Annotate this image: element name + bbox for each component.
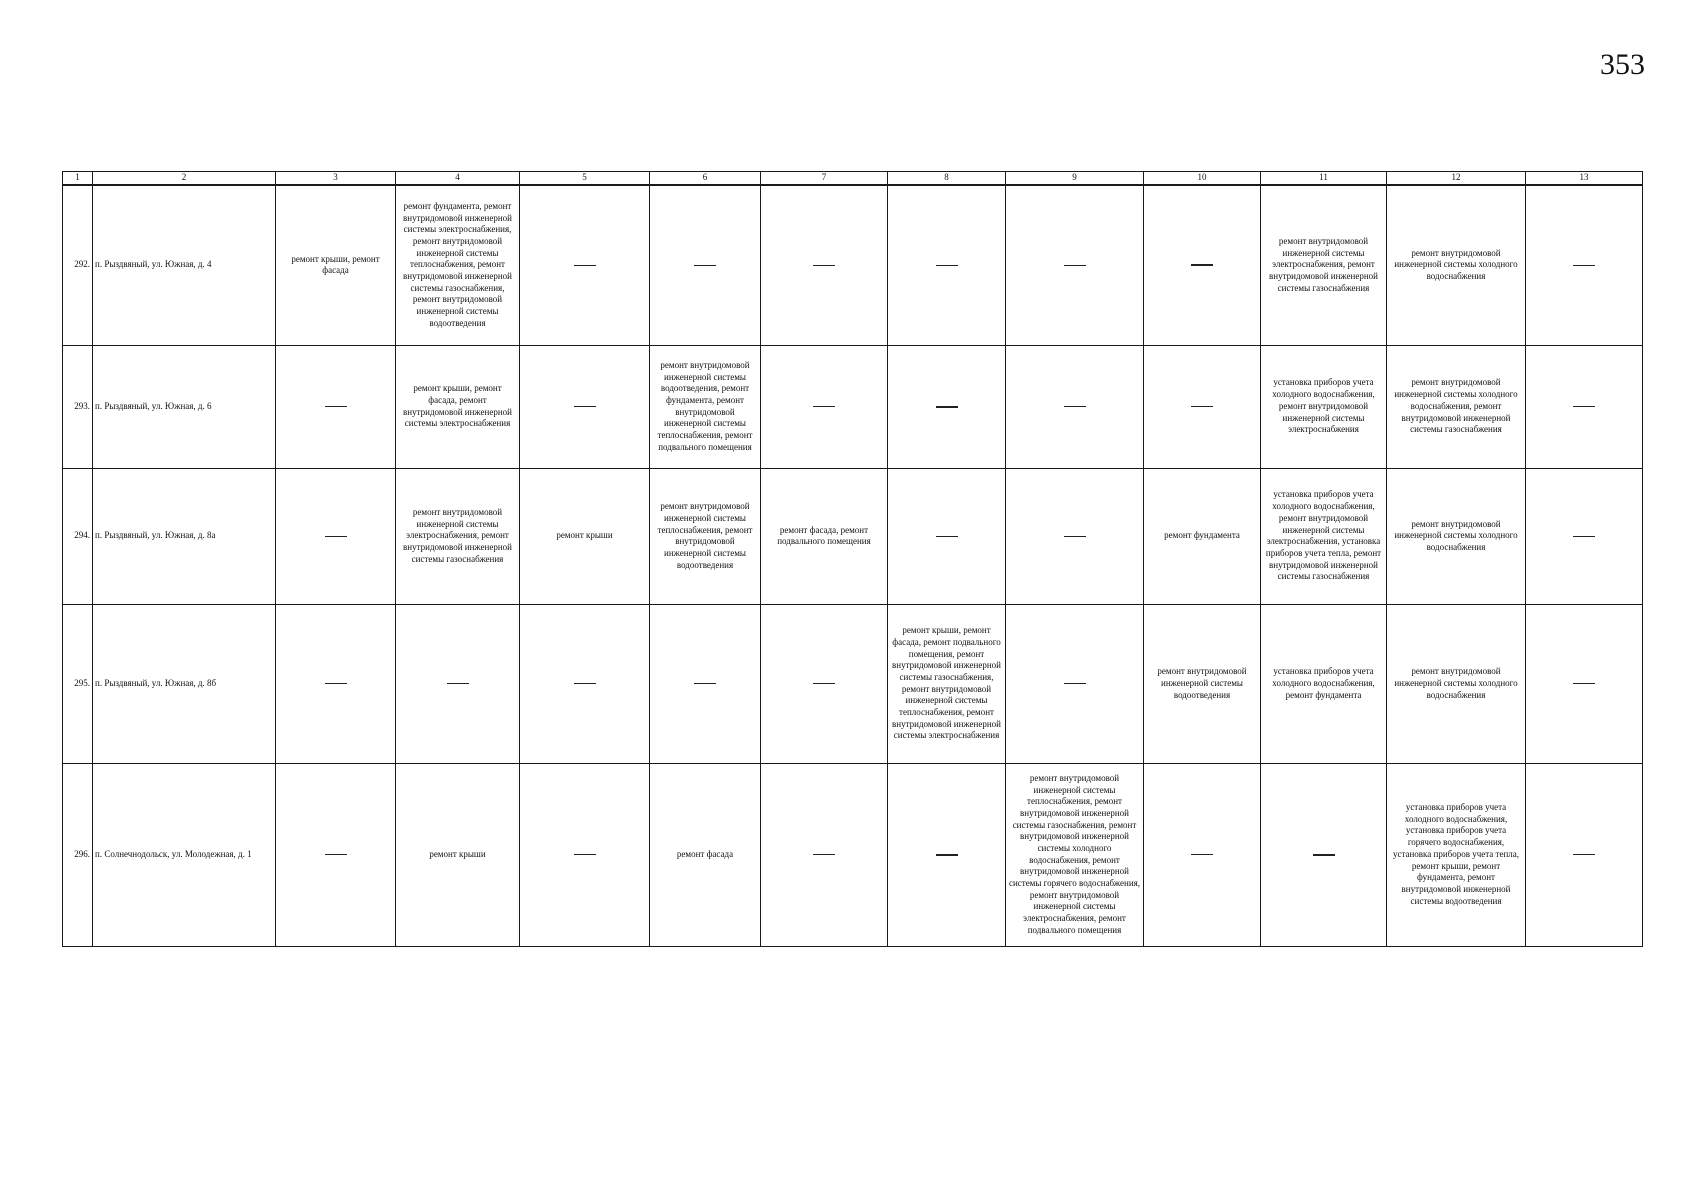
empty-dash	[325, 683, 347, 684]
empty-dash	[574, 406, 596, 407]
empty-dash	[1064, 536, 1086, 537]
cell-col13	[1526, 763, 1643, 946]
cell-col12: установка приборов учета холодного водоснабжения, установка приборов учета горячего водоснабжения, установка приборов учета тепла, ремонт крыши, ремонт фундамента, ремонт внутридомовой инженерной системы водоотведения	[1387, 763, 1526, 946]
address-cell: п. Рыздвяный, ул. Южная, д. 8б	[93, 604, 276, 763]
cell-col4: ремонт крыши	[396, 763, 520, 946]
cell-col10	[1144, 185, 1261, 346]
empty-dash	[447, 683, 469, 684]
column-header: 8	[888, 172, 1006, 185]
cell-col7	[761, 763, 888, 946]
address-cell: п. Рыздвяный, ул. Южная, д. 8а	[93, 468, 276, 604]
cell-col3	[276, 345, 396, 468]
page-number: 353	[1600, 48, 1645, 81]
cell-col10	[1144, 345, 1261, 468]
column-number-row	[63, 172, 1643, 185]
cell-col12: ремонт внутридомовой инженерной системы холодного водоснабжения	[1387, 185, 1526, 346]
column-header: 6	[650, 172, 761, 185]
table-row	[63, 604, 1643, 763]
cell-col9	[1006, 468, 1144, 604]
cell-col13	[1526, 185, 1643, 346]
empty-dash	[325, 406, 347, 407]
cell-col8	[888, 185, 1006, 346]
cell-col13	[1526, 468, 1643, 604]
empty-dash	[813, 406, 835, 407]
cell-col5	[520, 345, 650, 468]
cell-col11: ремонт внутридомовой инженерной системы электроснабжения, ремонт внутридомовой инженерной системы газоснабжения	[1261, 185, 1387, 346]
cell-col10: ремонт внутридомовой инженерной системы водоотведения	[1144, 604, 1261, 763]
address-cell: п. Рыздвяный, ул. Южная, д. 4	[93, 185, 276, 346]
column-header: 2	[93, 172, 276, 185]
empty-dash	[325, 536, 347, 537]
column-header: 5	[520, 172, 650, 185]
empty-dash	[1573, 854, 1595, 855]
cell-col7: ремонт фасада, ремонт подвального помещения	[761, 468, 888, 604]
empty-dash	[574, 265, 596, 266]
row-number: 293.	[63, 345, 93, 468]
cell-col4	[396, 604, 520, 763]
column-header: 11	[1261, 172, 1387, 185]
table-row	[63, 468, 1643, 604]
empty-dash	[694, 683, 716, 684]
cell-col3	[276, 468, 396, 604]
empty-dash	[936, 265, 958, 266]
empty-dash	[574, 683, 596, 684]
cell-col5	[520, 604, 650, 763]
row-number: 296.	[63, 763, 93, 946]
cell-col4: ремонт крыши, ремонт фасада, ремонт внутридомовой инженерной системы электроснабжения	[396, 345, 520, 468]
empty-dash	[694, 265, 716, 266]
column-header: 12	[1387, 172, 1526, 185]
column-header: 1	[63, 172, 93, 185]
address-cell: п. Рыздвяный, ул. Южная, д. 6	[93, 345, 276, 468]
cell-col11: установка приборов учета холодного водоснабжения, ремонт внутридомовой инженерной системы электроснабжения, установка приборов учета тепла, ремонт внутридомовой инженерной системы газоснабжения	[1261, 468, 1387, 604]
empty-dash	[1064, 265, 1086, 266]
row-number: 292.	[63, 185, 93, 346]
cell-col8	[888, 468, 1006, 604]
column-header: 3	[276, 172, 396, 185]
cell-col13	[1526, 604, 1643, 763]
column-header: 9	[1006, 172, 1144, 185]
cell-col9	[1006, 345, 1144, 468]
cell-col10	[1144, 763, 1261, 946]
cell-col5	[520, 185, 650, 346]
empty-dash	[1573, 265, 1595, 266]
cell-col3	[276, 763, 396, 946]
empty-dash	[1573, 536, 1595, 537]
cell-col5: ремонт крыши	[520, 468, 650, 604]
empty-dash	[1064, 406, 1086, 407]
empty-dash	[1191, 406, 1213, 407]
row-number: 295.	[63, 604, 93, 763]
cell-col6	[650, 185, 761, 346]
cell-col10: ремонт фундамента	[1144, 468, 1261, 604]
empty-dash	[1573, 406, 1595, 407]
cell-col9	[1006, 185, 1144, 346]
cell-col12: ремонт внутридомовой инженерной системы холодного водоснабжения, ремонт внутридомовой инженерной системы газоснабжения	[1387, 345, 1526, 468]
cell-col13	[1526, 345, 1643, 468]
empty-dash	[574, 854, 596, 855]
table-row	[63, 763, 1643, 946]
cell-col8: ремонт крыши, ремонт фасада, ремонт подвального помещения, ремонт внутридомовой инженерной системы газоснабжения, ремонт внутридомовой инженерной системы теплоснабжения, ремонт внутридомовой инженерной системы электроснабжения	[888, 604, 1006, 763]
cell-col11: установка приборов учета холодного водоснабжения, ремонт фундамента	[1261, 604, 1387, 763]
table-row	[63, 185, 1643, 346]
cell-col4: ремонт внутридомовой инженерной системы электроснабжения, ремонт внутридомовой инженерной системы газоснабжения	[396, 468, 520, 604]
cell-col6: ремонт внутридомовой инженерной системы водоотведения, ремонт фундамента, ремонт внутридомовой инженерной системы теплоснабжения, ремонт подвального помещения	[650, 345, 761, 468]
empty-dash	[1313, 854, 1335, 856]
empty-dash	[325, 854, 347, 855]
cell-col7	[761, 185, 888, 346]
empty-dash	[936, 854, 958, 856]
cell-col9: ремонт внутридомовой инженерной системы теплоснабжения, ремонт внутридомовой инженерной системы газоснабжения, ремонт внутридомовой инженерной системы холодного водоснабжения, ремонт внутридомовой инженерной системы горячего водоснабжения, ремонт внутридомовой инженерной системы электроснабжения, ремонт подвального помещения	[1006, 763, 1144, 946]
table-row	[63, 345, 1643, 468]
cell-col3	[276, 604, 396, 763]
cell-col3: ремонт крыши, ремонт фасада	[276, 185, 396, 346]
row-number: 294.	[63, 468, 93, 604]
empty-dash	[1191, 264, 1213, 266]
empty-dash	[813, 683, 835, 684]
column-header: 7	[761, 172, 888, 185]
empty-dash	[1191, 854, 1213, 855]
cell-col8	[888, 763, 1006, 946]
empty-dash	[813, 854, 835, 855]
cell-col7	[761, 604, 888, 763]
cell-col7	[761, 345, 888, 468]
cell-col6: ремонт внутридомовой инженерной системы теплоснабжения, ремонт внутридомовой инженерной системы водоотведения	[650, 468, 761, 604]
cell-col11: установка приборов учета холодного водоснабжения, ремонт внутридомовой инженерной системы электроснабжения	[1261, 345, 1387, 468]
cell-col4: ремонт фундамента, ремонт внутридомовой инженерной системы электроснабжения, ремонт внутридомовой инженерной системы теплоснабжения, ремонт внутридомовой инженерной системы газоснабжения, ремонт внутридомовой инженерной системы водоотведения	[396, 185, 520, 346]
column-header: 13	[1526, 172, 1643, 185]
cell-col12: ремонт внутридомовой инженерной системы холодного водоснабжения	[1387, 604, 1526, 763]
cell-col12: ремонт внутридомовой инженерной системы холодного водоснабжения	[1387, 468, 1526, 604]
cell-col8	[888, 345, 1006, 468]
cell-col6: ремонт фасада	[650, 763, 761, 946]
empty-dash	[1573, 683, 1595, 684]
address-cell: п. Солнечнодольск, ул. Молодежная, д. 1	[93, 763, 276, 946]
empty-dash	[936, 536, 958, 537]
cell-col11	[1261, 763, 1387, 946]
repair-plan-table	[62, 171, 1643, 947]
cell-col5	[520, 763, 650, 946]
cell-col6	[650, 604, 761, 763]
empty-dash	[1064, 683, 1086, 684]
empty-dash	[936, 406, 958, 408]
column-header: 10	[1144, 172, 1261, 185]
column-header: 4	[396, 172, 520, 185]
empty-dash	[813, 265, 835, 266]
cell-col9	[1006, 604, 1144, 763]
